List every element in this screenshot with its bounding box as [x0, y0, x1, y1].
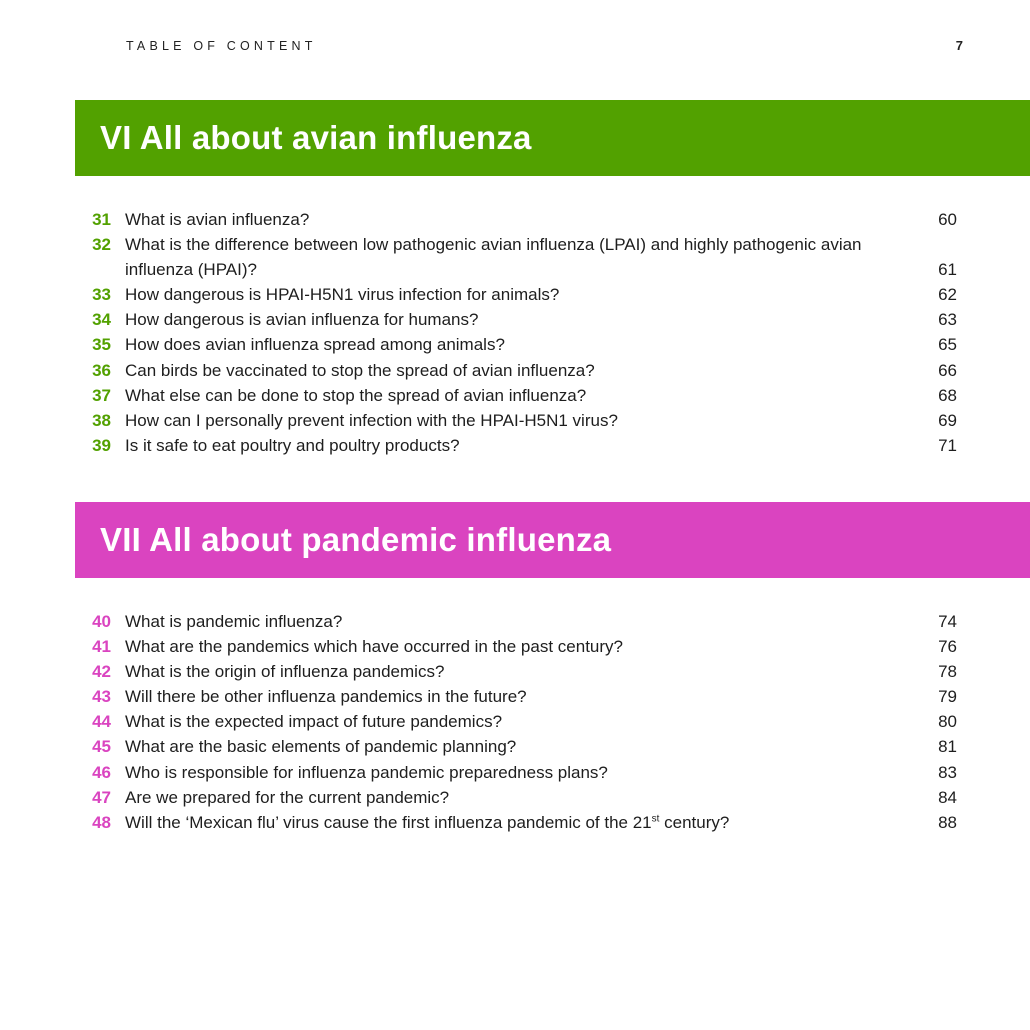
entry-title: What is the origin of influenza pandemics? — [125, 662, 445, 682]
entry-page: 61 — [938, 260, 957, 280]
entry-title: What else can be done to stop the spread of avian influenza? — [125, 385, 587, 405]
toc-list-pandemic — [85, 609, 957, 835]
entry-page: 63 — [938, 310, 957, 330]
section-title: VII All about pandemic influenza — [100, 521, 612, 558]
entry-title: What are the basic elements of pandemic planning? — [125, 737, 517, 757]
entry-page: 81 — [938, 737, 957, 757]
entry-number: 39 — [92, 435, 111, 455]
entry-title: What is pandemic influenza? — [125, 612, 343, 631]
title-text: century? — [659, 812, 730, 832]
entry-page: 68 — [938, 385, 957, 405]
entry-number: 35 — [92, 335, 111, 355]
entry-title: What are the pandemics which have occurred in the past century? — [125, 637, 623, 657]
toc-entry[interactable] — [85, 282, 957, 307]
toc-entry[interactable] — [85, 734, 957, 759]
entry-page: 78 — [938, 662, 957, 682]
entry-title: What is the difference between low pathogenic avian influenza (LPAI) and highly pathogenic avian influenza (HPAI)? — [125, 235, 862, 280]
title-text: Will the ‘Mexican flu’ virus cause the first influenza pandemic of the 21 — [125, 812, 652, 832]
entry-number: 45 — [92, 737, 111, 757]
entry-number: 40 — [92, 612, 111, 631]
toc-entry[interactable] — [85, 358, 957, 383]
entry-number: 48 — [92, 812, 111, 832]
entry-page: 76 — [938, 637, 957, 657]
entry-number: 47 — [92, 787, 111, 807]
section-title: VI All about avian influenza — [100, 119, 532, 156]
toc-entry[interactable] — [85, 433, 957, 458]
toc-entry[interactable] — [85, 307, 957, 332]
entry-page: 66 — [938, 360, 957, 380]
toc-entry[interactable] — [85, 232, 957, 282]
entry-page: 80 — [938, 712, 957, 732]
entry-title — [125, 810, 867, 835]
entry-page: 69 — [938, 410, 957, 430]
entry-title: What is avian influenza? — [125, 210, 310, 229]
ordinal-superscript: st — [651, 813, 660, 825]
toc-entry[interactable] — [85, 785, 957, 810]
entry-page: 83 — [938, 762, 957, 782]
entry-number: 41 — [92, 637, 111, 657]
toc-entry[interactable] — [85, 760, 957, 785]
entry-page: 79 — [938, 687, 957, 707]
entry-title: How can I personally prevent infection with the HPAI-H5N1 virus? — [125, 410, 618, 430]
entry-number: 33 — [92, 285, 111, 305]
entry-number: 31 — [92, 210, 111, 229]
entry-title: How dangerous is HPAI-H5N1 virus infection for animals? — [125, 285, 560, 305]
toc-entry[interactable] — [85, 684, 957, 709]
entry-title: How does avian influenza spread among animals? — [125, 335, 505, 355]
entry-title: Will there be other influenza pandemics in the future? — [125, 687, 527, 707]
entry-page: 88 — [938, 812, 957, 832]
entry-title: What is the expected impact of future pandemics? — [125, 712, 503, 732]
entry-page: 60 — [938, 210, 957, 229]
running-title: TABLE OF CONTENT — [126, 39, 317, 53]
entry-title: Is it safe to eat poultry and poultry products? — [125, 435, 460, 455]
entry-number: 36 — [92, 360, 111, 380]
section-banner-pandemic — [75, 502, 1030, 578]
toc-entry[interactable] — [85, 408, 957, 433]
toc-list-avian — [85, 207, 957, 458]
entry-number: 46 — [92, 762, 111, 782]
page-number: 7 — [955, 38, 963, 53]
entry-title: Can birds be vaccinated to stop the spread of avian influenza? — [125, 360, 595, 380]
entry-number: 42 — [92, 662, 111, 682]
toc-entry[interactable] — [85, 634, 957, 659]
entry-page: 84 — [938, 787, 957, 807]
toc-entry[interactable] — [85, 810, 957, 835]
entry-number: 34 — [92, 310, 111, 330]
entry-page: 62 — [938, 285, 957, 305]
toc-entry[interactable] — [85, 609, 957, 634]
entry-page: 71 — [938, 435, 957, 455]
entry-title: Are we prepared for the current pandemic? — [125, 787, 450, 807]
entry-page: 74 — [938, 612, 957, 631]
entry-title: Who is responsible for influenza pandemic preparedness plans? — [125, 762, 608, 782]
entry-number: 44 — [92, 712, 111, 732]
entry-number: 38 — [92, 410, 111, 430]
toc-entry[interactable] — [85, 332, 957, 357]
toc-entry[interactable] — [85, 207, 957, 232]
entry-number: 43 — [92, 687, 111, 707]
entry-number: 37 — [92, 385, 111, 405]
toc-entry[interactable] — [85, 383, 957, 408]
entry-page: 65 — [938, 335, 957, 355]
entry-title: How dangerous is avian influenza for humans? — [125, 310, 479, 330]
section-banner-avian — [75, 100, 1030, 176]
toc-entry[interactable] — [85, 709, 957, 734]
entry-number: 32 — [92, 235, 111, 255]
toc-entry[interactable] — [85, 659, 957, 684]
